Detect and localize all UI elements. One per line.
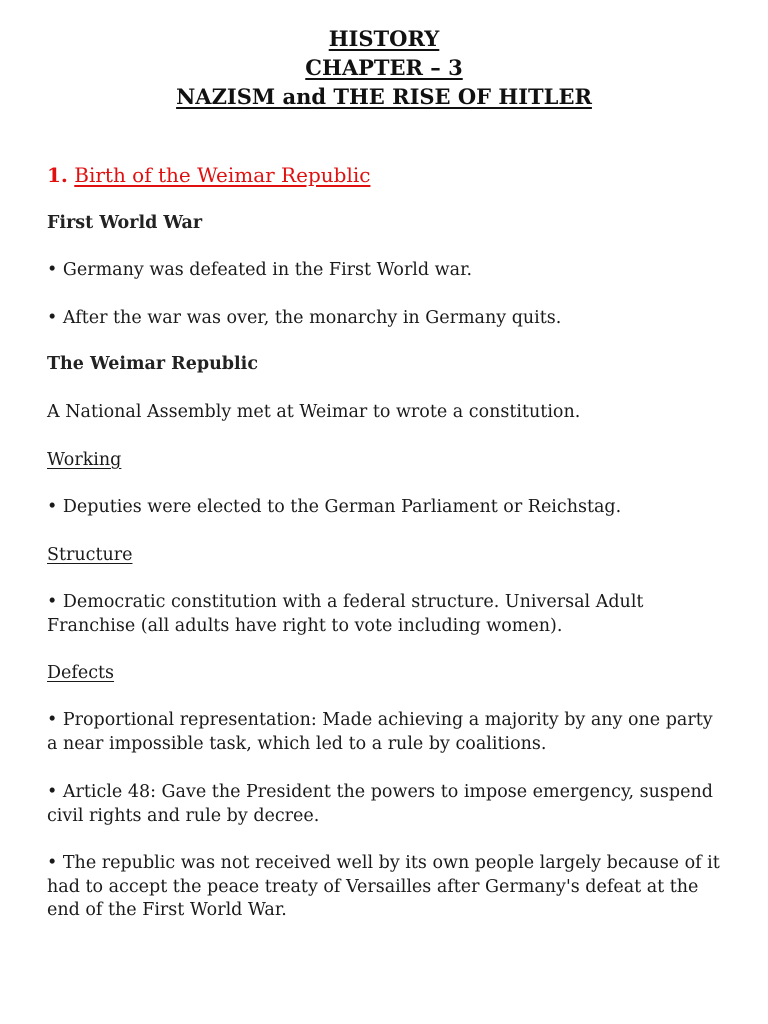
defects-point-1: • Proportional representation: Made achieving a majority by any one party a near impossible task, which led to a rule by coalitions.: [47, 710, 713, 754]
structure-point-1: • Democratic constitution with a federal structure. Universal Adult Franchise (all adults have right to vote including women).: [47, 592, 644, 636]
defects-point-2: • Article 48: Gave the President the powers to impose emergency, suspend civil rights and rule by decree.: [47, 782, 713, 826]
subject-title: HISTORY: [328, 26, 440, 51]
section-heading: [47, 162, 727, 188]
chapter-number: CHAPTER – 3: [305, 55, 463, 80]
first-world-war-point-2: • After the war was over, the monarchy in Germany quits.: [47, 308, 562, 328]
defects-label: Defects: [47, 663, 115, 683]
structure-label: Structure: [47, 545, 133, 565]
weimar-intro: A National Assembly met at Weimar to wrote a constitution.: [47, 402, 581, 422]
title-block: [0, 24, 768, 111]
section-number: 1.: [47, 163, 68, 187]
first-world-war-heading: First World War: [47, 213, 203, 233]
defects-point-3: • The republic was not received well by its own people largely because of it had to accept the peace treaty of Versailles after Germany's defeat at the end of the First World War.: [47, 853, 720, 920]
section-title: Birth of the Weimar Republic: [74, 163, 371, 187]
working-label: Working: [47, 450, 122, 470]
first-world-war-point-1: • Germany was defeated in the First World war.: [47, 260, 473, 280]
working-point-1: • Deputies were elected to the German Parliament or Reichstag.: [47, 497, 622, 517]
chapter-title: NAZISM and THE RISE OF HITLER: [176, 84, 592, 109]
weimar-republic-heading: The Weimar Republic: [47, 354, 258, 374]
